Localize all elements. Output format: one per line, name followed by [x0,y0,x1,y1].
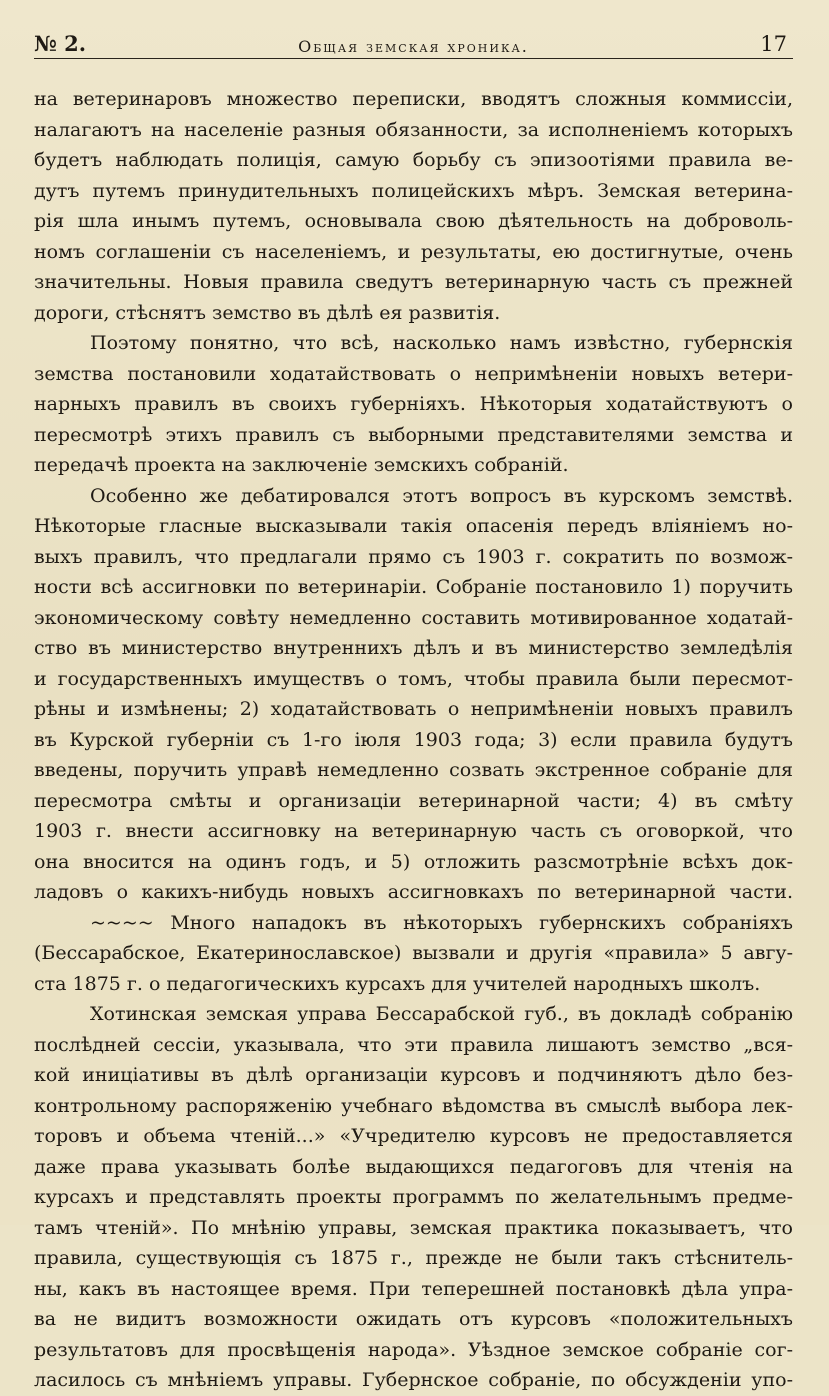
text-line: на ветеринаровъ множество переписки, вводятъ сложныя коммиссіи, [34,88,793,110]
text-line: пересмотрѣ этихъ правилъ съ выборными представителями земства и [34,423,793,446]
text-line: будетъ наблюдать полиція, самую борьбу съ эпизоотіями правила ве- [34,149,793,171]
text-line: номъ соглашеніи съ населеніемъ, и результаты, ею достигнутые, очень [34,240,793,263]
text-line: нарныхъ правилъ въ своихъ губерніяхъ. Нѣкоторыя ходатайствуютъ о [34,393,793,415]
text-line: земства постановили ходатайствовать о непримѣненіи новыхъ ветери- [34,362,793,385]
text-line: Хотинская земская управа Бессарабской губ., въ докладѣ собранію [90,1003,793,1025]
text-line: ва не видитъ возможности ожидать отъ курсовъ «положительныхъ [34,1308,793,1330]
running-header [34,30,793,59]
text-line: результатовъ для просвѣщенія народа». Уѣздное земское собраніе сог- [34,1338,793,1361]
text-line: ста 1875 г. о педагогическихъ курсахъ для учителей народныхъ школъ. [34,972,761,995]
text-line: Особенно же дебатировался этотъ вопросъ въ курскомъ земствѣ. [90,484,793,507]
issue-number: № 2. [34,31,87,56]
text-line: правила, существующія съ 1875 г., прежде не были такъ стѣснитель- [34,1247,793,1269]
text-line: налагаютъ на населеніе разныя обязанности, за исполненіемъ которыхъ [34,118,793,141]
text-line: введены, поручить управѣ немедленно созвать экстренное собраніе для [34,759,793,781]
text-line: даже права указывать болѣе выдающихся педагоговъ для чтенія на [34,1155,793,1178]
text-line: выхъ правилъ, что предлагали прямо съ 1903 г. сократить по возмож- [34,545,793,568]
text-line: ласилось съ мнѣніемъ управы. Губернское собраніе, по обсужденіи упо- [34,1369,793,1391]
text-line: и государственныхъ имуществъ о томъ, чтобы правила были пересмот- [34,667,793,690]
text-line: ны, какъ въ настоящее время. При теперешней постановкѣ дѣла упра- [34,1277,793,1300]
text-line: 1903 г. внести ассигновку на ветеринарную часть съ оговоркой, что [34,820,793,842]
body-text [34,84,793,1396]
text-line: въ Курской губерніи съ 1-го іюля 1903 года; 3) если правила будутъ [34,728,793,751]
page-number: 17 [760,32,787,56]
text-line: рія шла инымъ путемъ, основывала свою дѣятельность на доброволь- [34,210,793,232]
text-line: ладовъ о какихъ-нибудь новыхъ ассигновкахъ по ветеринарной части. [34,881,793,903]
text-line: дутъ путемъ принудительныхъ полицейскихъ мѣръ. Земская ветерина- [34,179,793,202]
text-line: экономическому совѣту немедленно составить мотивированное ходатай- [34,606,793,629]
text-line: послѣдней сессіи, указывала, что эти правила лишаютъ земство „вся- [34,1033,793,1056]
text-line: она вносится на одинъ годъ, и 5) отложить разсмотрѣніе всѣхъ док- [34,850,793,873]
text-line: Поэтому понятно, что всѣ, насколько намъ извѣстно, губернскія [90,332,793,354]
text-line: кой иниціативы въ дѣлѣ организаціи курсовъ и подчиняютъ дѣло без- [34,1064,793,1086]
text-line: дороги, стѣснятъ земство въ дѣлѣ ея развитія. [34,301,501,324]
text-line: (Бессарабское, Екатеринославское) вызвали и другія «правила» 5 авгу- [34,942,793,964]
text-line: Нѣкоторые гласные высказывали такія опасенія передъ вліяніемъ но- [34,515,793,537]
text-line: ~~~~ Много нападокъ въ нѣкоторыхъ губернскихъ собраніяхъ [90,911,793,934]
text-line: ство въ министерство внутреннихъ дѣлъ и въ министерство земледѣлія [34,637,793,659]
text-line: контрольному распоряженію учебнаго вѣдомства въ смыслѣ выбора лек- [34,1094,793,1117]
text-line: курсахъ и представлять проекты программъ по желательнымъ предме- [34,1186,793,1208]
text-line: пересмотра смѣты и организаціи ветеринарной части; 4) въ смѣту [34,789,793,812]
text-line: ности всѣ ассигновки по ветеринаріи. Собраніе постановило 1) поручить [34,576,793,598]
text-line: рѣны и измѣнены; 2) ходатайствовать о непримѣненіи новыхъ правилъ [34,698,793,720]
section-title: Общая земская хроника. [298,37,529,56]
text-line: торовъ и объема чтеній...» «Учредителю курсовъ не предоставляется [34,1125,793,1147]
text-line: передачѣ проекта на заключеніе земскихъ собраній. [34,454,569,476]
text-line: тамъ чтеній». По мнѣнію управы, земская практика показываетъ, что [34,1216,793,1239]
text-line: значительны. Новыя правила сведутъ ветеринарную часть съ прежней [34,271,793,293]
